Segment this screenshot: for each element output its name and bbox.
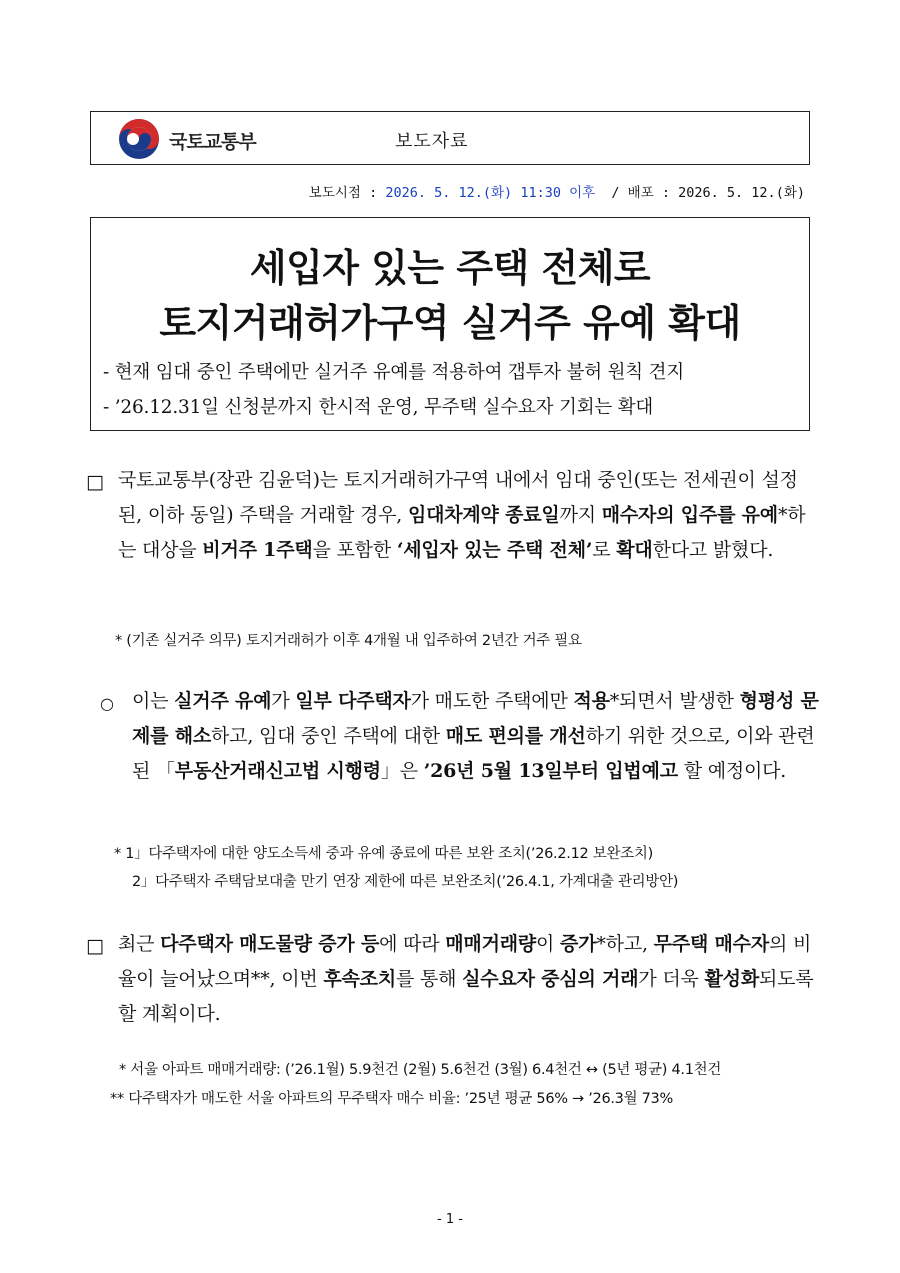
square-bullet-icon: □ bbox=[86, 471, 104, 493]
circle-bullet-icon: ○ bbox=[100, 694, 114, 713]
paragraph-1: 국토교통부(장관 김윤덕)는 토지거래허가구역 내에서 임대 중인(또는 전세권이 설정된, 이하 동일) 주택을 거래할 경우, 임대차계약 종료일까지 매수자의 입주를 유예*하는 대상을 비거주 1주택을 포함한 ‘세입자 있는 주택 전체’로 확대한다고 밝혔다. bbox=[118, 469, 806, 561]
doc-type-label: 보도자료 bbox=[395, 131, 469, 152]
release-datetime: 2026. 5. 12.(화) 11:30 이후 bbox=[385, 185, 596, 201]
footnote-2a: * 1」다주택자에 대한 양도소득세 중과 유예 종료에 따른 보완 조치(’26.2.12 보완조치) bbox=[114, 846, 653, 862]
paragraph-2: 이는 실거주 유예가 일부 다주택자가 매도한 주택에만 적용*되면서 발생한 형평성 문제를 해소하고, 임대 중인 주택에 대한 매도 편의를 개선하기 위한 것으로, 이와 관련된 「부동산거래신고법 시행령」은 ’26년 5월 13일부터 입법예고 할 예정이다. bbox=[132, 690, 819, 782]
paragraph-3: 최근 다주택자 매도물량 증가 등에 따라 매매거래량이 증가*하고, 무주택 매수자의 비율이 늘어났으며**, 이번 후속조치를 통해 실수요자 중심의 거래가 더욱 활성화되도록 할 계획이다. bbox=[118, 933, 814, 1025]
footnote-3a: * 서울 아파트 매매거래량: (’26.1월) 5.9천건 (2월) 5.6천건 (3월) 6.4천건 ↔ (5년 평균) 4.1천건 bbox=[119, 1062, 722, 1078]
footnote-1: * (기존 실거주 의무) 토지거래허가 이후 4개월 내 입주하여 2년간 거주 필요 bbox=[115, 633, 582, 649]
government-logo-icon bbox=[118, 118, 160, 160]
header-box bbox=[90, 111, 810, 165]
release-info bbox=[309, 181, 805, 201]
title-box bbox=[90, 217, 810, 431]
footnote-3b: ** 다주택자가 매도한 서울 아파트의 무주택자 매수 비율: ’25년 평균 56% → ’26.3월 73% bbox=[110, 1091, 673, 1107]
distribution-label: / 배포 : bbox=[595, 185, 679, 201]
subheadline-2: - ’26.12.31일 신청분까지 한시적 운영, 무주택 실수요자 기회는 확대 bbox=[103, 397, 654, 418]
release-label: 보도시점 : bbox=[308, 185, 386, 201]
page-number: - 1 - bbox=[437, 1212, 463, 1227]
ministry-name: 국토교통부 bbox=[169, 131, 256, 153]
subheadline-1: - 현재 임대 중인 주택에만 실거주 유예를 적용하여 갭투자 불허 원칙 견지 bbox=[103, 362, 684, 383]
distribution-date: 2026. 5. 12.(화) bbox=[678, 185, 805, 201]
headline-line-1: 세입자 있는 주택 전체로 bbox=[249, 246, 651, 290]
square-bullet-icon: □ bbox=[86, 935, 104, 957]
footnote-2b: 2」다주택자 주택담보대출 만기 연장 제한에 따른 보완조치(’26.4.1, 가계대출 관리방안) bbox=[132, 874, 679, 890]
headline-line-2: 토지거래허가구역 실거주 유예 확대 bbox=[159, 301, 741, 345]
